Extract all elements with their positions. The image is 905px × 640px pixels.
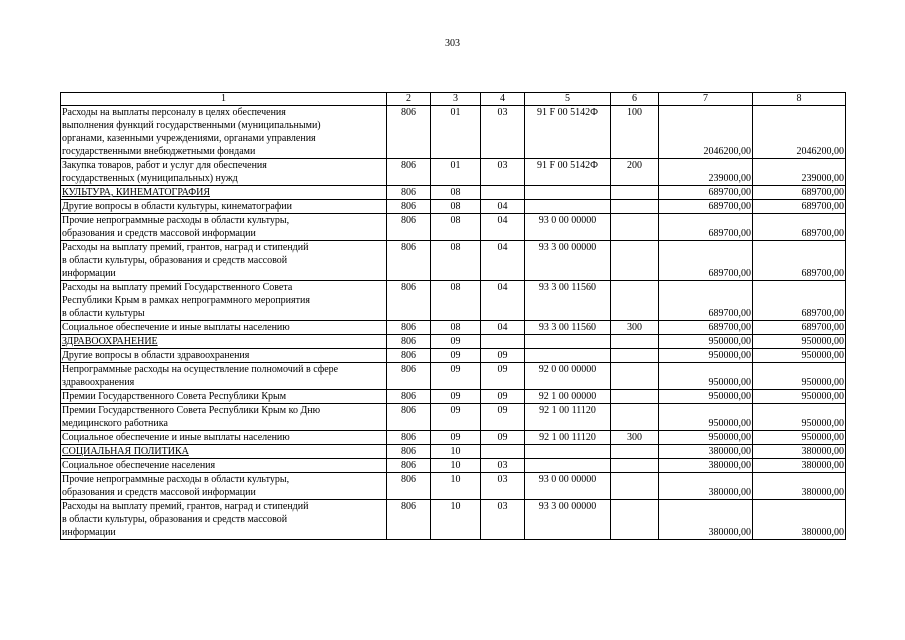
column-number: 7	[659, 93, 753, 106]
table-section-row	[61, 186, 846, 200]
amount-col7-cell: 689700,00	[659, 186, 753, 200]
section-code-cell: 08	[431, 321, 481, 335]
target-article-cell: 92 1 00 00000	[525, 390, 611, 404]
target-article-cell	[525, 349, 611, 363]
expense-type-cell: 300	[611, 321, 659, 335]
section-code-cell: 10	[431, 500, 481, 540]
subsection-code-cell	[481, 335, 525, 349]
expense-name-cell	[61, 214, 387, 241]
expense-name-line: Расходы на выплату премий, грантов, наград и стипендий	[62, 242, 309, 253]
expense-name-line: СОЦИАЛЬНАЯ ПОЛИТИКА	[62, 446, 189, 457]
target-article-cell: 92 1 00 11120	[525, 431, 611, 445]
amount-col8-cell: 950000,00	[753, 390, 846, 404]
section-code-cell: 09	[431, 335, 481, 349]
target-article-cell	[525, 200, 611, 214]
expense-name-line: Республики Крым в рамках непрограммного мероприятия	[62, 295, 310, 306]
expense-name-line: Социальное обеспечение и иные выплаты населению	[62, 432, 290, 443]
expense-name-cell	[61, 200, 387, 214]
expense-name-line: Расходы на выплату премий, грантов, наград и стипендий	[62, 501, 309, 512]
amount-col7-cell: 689700,00	[659, 200, 753, 214]
expense-name-line: информации	[62, 527, 116, 538]
ministry-code-cell: 806	[387, 106, 431, 159]
expense-type-cell	[611, 363, 659, 390]
target-article-cell: 93 3 00 11560	[525, 281, 611, 321]
ministry-code-cell: 806	[387, 431, 431, 445]
amount-col8-cell: 950000,00	[753, 431, 846, 445]
expense-type-cell	[611, 473, 659, 500]
amount-col7-cell: 380000,00	[659, 445, 753, 459]
subsection-code-cell: 04	[481, 241, 525, 281]
amount-col7-cell: 380000,00	[659, 500, 753, 540]
ministry-code-cell: 806	[387, 186, 431, 200]
section-code-cell: 08	[431, 214, 481, 241]
table-row	[61, 459, 846, 473]
expense-name-cell	[61, 159, 387, 186]
amount-col8-cell: 689700,00	[753, 281, 846, 321]
target-article-cell: 93 3 00 00000	[525, 500, 611, 540]
expense-name-cell	[61, 431, 387, 445]
expense-type-cell	[611, 186, 659, 200]
subsection-code-cell	[481, 186, 525, 200]
amount-col8-cell: 689700,00	[753, 200, 846, 214]
table-row	[61, 214, 846, 241]
expense-name-line: Другие вопросы в области здравоохранения	[62, 350, 250, 361]
column-number: 6	[611, 93, 659, 106]
target-article-cell: 91 F 00 5142Ф	[525, 159, 611, 186]
expense-name-line: Расходы на выплату премий Государственного Совета	[62, 282, 293, 293]
expense-type-cell	[611, 281, 659, 321]
expense-type-cell	[611, 241, 659, 281]
subsection-code-cell: 09	[481, 431, 525, 445]
expense-name-cell	[61, 473, 387, 500]
expense-name-line: Социальное обеспечение и иные выплаты населению	[62, 322, 290, 333]
amount-col8-cell: 950000,00	[753, 363, 846, 390]
table-row	[61, 404, 846, 431]
column-number: 1	[61, 93, 387, 106]
amount-col8-cell: 2046200,00	[753, 106, 846, 159]
amount-col7-cell: 380000,00	[659, 459, 753, 473]
expense-name-cell	[61, 186, 387, 200]
ministry-code-cell: 806	[387, 241, 431, 281]
subsection-code-cell: 03	[481, 473, 525, 500]
ministry-code-cell: 806	[387, 459, 431, 473]
ministry-code-cell: 806	[387, 445, 431, 459]
expense-name-line: здравоохранения	[62, 377, 135, 388]
expense-name-line: Прочие непрограммные расходы в области культуры,	[62, 215, 290, 226]
table-row	[61, 500, 846, 540]
subsection-code-cell: 04	[481, 281, 525, 321]
section-code-cell: 08	[431, 200, 481, 214]
section-code-cell: 08	[431, 241, 481, 281]
target-article-cell	[525, 186, 611, 200]
amount-col8-cell: 689700,00	[753, 241, 846, 281]
target-article-cell: 92 1 00 11120	[525, 404, 611, 431]
amount-col7-cell: 689700,00	[659, 281, 753, 321]
section-code-cell: 09	[431, 390, 481, 404]
target-article-cell: 91 F 00 5142Ф	[525, 106, 611, 159]
expense-name-line: в области культуры, образования и средств массовой	[62, 255, 288, 266]
column-number: 2	[387, 93, 431, 106]
ministry-code-cell: 806	[387, 349, 431, 363]
amount-col7-cell: 2046200,00	[659, 106, 753, 159]
table-row	[61, 431, 846, 445]
amount-col8-cell: 380000,00	[753, 473, 846, 500]
subsection-code-cell: 03	[481, 500, 525, 540]
ministry-code-cell: 806	[387, 214, 431, 241]
amount-col8-cell: 380000,00	[753, 445, 846, 459]
expense-name-cell	[61, 459, 387, 473]
section-code-cell: 01	[431, 159, 481, 186]
column-number: 8	[753, 93, 846, 106]
amount-col7-cell: 950000,00	[659, 363, 753, 390]
table-row	[61, 363, 846, 390]
expense-type-cell	[611, 500, 659, 540]
expense-type-cell	[611, 445, 659, 459]
ministry-code-cell: 806	[387, 200, 431, 214]
expense-name-line: Закупка товаров, работ и услуг для обеспечения	[62, 160, 267, 171]
table-row	[61, 281, 846, 321]
target-article-cell: 93 0 00 00000	[525, 473, 611, 500]
section-code-cell: 09	[431, 404, 481, 431]
expense-name-line: Расходы на выплаты персоналу в целях обеспечения	[62, 107, 286, 118]
amount-col8-cell: 239000,00	[753, 159, 846, 186]
expense-name-line: Социальное обеспечение населения	[62, 460, 216, 471]
expense-name-line: органами, казенными учреждениями, органами управления	[62, 133, 316, 144]
expense-name-line: Непрограммные расходы на осуществление полномочий в сфере	[62, 364, 339, 375]
table-row	[61, 473, 846, 500]
ministry-code-cell: 806	[387, 335, 431, 349]
expense-type-cell	[611, 459, 659, 473]
expense-name-cell	[61, 500, 387, 540]
ministry-code-cell: 806	[387, 281, 431, 321]
section-code-cell: 01	[431, 106, 481, 159]
section-code-cell: 09	[431, 349, 481, 363]
expense-name-line: ЗДРАВООХРАНЕНИЕ	[62, 336, 158, 347]
expense-name-line: в области культуры, образования и средств массовой	[62, 514, 288, 525]
expense-type-cell	[611, 214, 659, 241]
subsection-code-cell: 04	[481, 200, 525, 214]
amount-col8-cell: 950000,00	[753, 349, 846, 363]
section-code-cell: 10	[431, 459, 481, 473]
expense-type-cell	[611, 335, 659, 349]
table-row	[61, 241, 846, 281]
column-number: 4	[481, 93, 525, 106]
target-article-cell: 93 0 00 00000	[525, 214, 611, 241]
amount-col8-cell: 950000,00	[753, 335, 846, 349]
table-section-row	[61, 445, 846, 459]
expense-name-line: информации	[62, 268, 116, 279]
column-number: 5	[525, 93, 611, 106]
expense-name-line: КУЛЬТУРА, КИНЕМАТОГРАФИЯ	[62, 187, 210, 198]
amount-col7-cell: 950000,00	[659, 335, 753, 349]
amount-col7-cell: 689700,00	[659, 214, 753, 241]
target-article-cell: 93 3 00 00000	[525, 241, 611, 281]
table-row	[61, 159, 846, 186]
subsection-code-cell: 09	[481, 404, 525, 431]
column-number-row	[61, 93, 846, 106]
target-article-cell: 92 0 00 00000	[525, 363, 611, 390]
expense-name-line: Другие вопросы в области культуры, кинематографии	[62, 201, 292, 212]
subsection-code-cell: 03	[481, 459, 525, 473]
ministry-code-cell: 806	[387, 321, 431, 335]
target-article-cell	[525, 335, 611, 349]
expense-type-cell: 100	[611, 106, 659, 159]
expense-name-line: выполнения функций государственными (муниципальными)	[62, 120, 321, 131]
amount-col8-cell: 380000,00	[753, 500, 846, 540]
subsection-code-cell: 09	[481, 390, 525, 404]
column-number: 3	[431, 93, 481, 106]
amount-col8-cell: 950000,00	[753, 404, 846, 431]
amount-col7-cell: 689700,00	[659, 241, 753, 281]
budget-table	[60, 92, 846, 540]
ministry-code-cell: 806	[387, 473, 431, 500]
target-article-cell: 93 3 00 11560	[525, 321, 611, 335]
subsection-code-cell: 03	[481, 159, 525, 186]
amount-col7-cell: 950000,00	[659, 349, 753, 363]
section-code-cell: 10	[431, 473, 481, 500]
expense-name-line: Прочие непрограммные расходы в области культуры,	[62, 474, 290, 485]
expense-name-cell	[61, 390, 387, 404]
ministry-code-cell: 806	[387, 159, 431, 186]
table-row	[61, 390, 846, 404]
expense-type-cell: 300	[611, 431, 659, 445]
amount-col7-cell: 239000,00	[659, 159, 753, 186]
expense-name-cell	[61, 349, 387, 363]
expense-name-cell	[61, 241, 387, 281]
expense-name-line: Премии Государственного Совета Республики Крым ко Дню	[62, 405, 321, 416]
expense-type-cell	[611, 200, 659, 214]
section-code-cell: 10	[431, 445, 481, 459]
table-row	[61, 200, 846, 214]
expense-name-cell	[61, 363, 387, 390]
amount-col8-cell: 689700,00	[753, 214, 846, 241]
subsection-code-cell: 03	[481, 106, 525, 159]
expense-name-cell	[61, 106, 387, 159]
table-row	[61, 321, 846, 335]
table-row	[61, 106, 846, 159]
amount-col7-cell: 950000,00	[659, 431, 753, 445]
subsection-code-cell: 04	[481, 214, 525, 241]
target-article-cell	[525, 459, 611, 473]
table-section-row	[61, 335, 846, 349]
subsection-code-cell: 09	[481, 349, 525, 363]
subsection-code-cell	[481, 445, 525, 459]
expense-name-cell	[61, 404, 387, 431]
amount-col8-cell: 380000,00	[753, 459, 846, 473]
amount-col8-cell: 689700,00	[753, 186, 846, 200]
expense-type-cell	[611, 390, 659, 404]
expense-name-line: Премии Государственного Совета Республики Крым	[62, 391, 287, 402]
expense-type-cell	[611, 349, 659, 363]
section-code-cell: 09	[431, 431, 481, 445]
expense-name-line: государственных (муниципальных) нужд	[62, 173, 238, 184]
expense-type-cell: 200	[611, 159, 659, 186]
page-number: 303	[445, 38, 460, 49]
amount-col8-cell: 689700,00	[753, 321, 846, 335]
ministry-code-cell: 806	[387, 363, 431, 390]
ministry-code-cell: 806	[387, 500, 431, 540]
expense-name-line: образования и средств массовой информации	[62, 487, 256, 498]
target-article-cell	[525, 445, 611, 459]
subsection-code-cell: 09	[481, 363, 525, 390]
expense-name-line: государственными внебюджетными фондами	[62, 146, 256, 157]
expense-name-cell	[61, 321, 387, 335]
expense-name-cell	[61, 281, 387, 321]
amount-col7-cell: 950000,00	[659, 390, 753, 404]
expense-type-cell	[611, 404, 659, 431]
section-code-cell: 08	[431, 186, 481, 200]
amount-col7-cell: 950000,00	[659, 404, 753, 431]
section-code-cell: 08	[431, 281, 481, 321]
section-code-cell: 09	[431, 363, 481, 390]
expense-name-cell	[61, 335, 387, 349]
amount-col7-cell: 380000,00	[659, 473, 753, 500]
expense-name-line: в области культуры	[62, 308, 145, 319]
expense-name-cell	[61, 445, 387, 459]
ministry-code-cell: 806	[387, 404, 431, 431]
expense-name-line: медицинского работника	[62, 418, 168, 429]
ministry-code-cell: 806	[387, 390, 431, 404]
table-row	[61, 349, 846, 363]
amount-col7-cell: 689700,00	[659, 321, 753, 335]
subsection-code-cell: 04	[481, 321, 525, 335]
expense-name-line: образования и средств массовой информации	[62, 228, 256, 239]
